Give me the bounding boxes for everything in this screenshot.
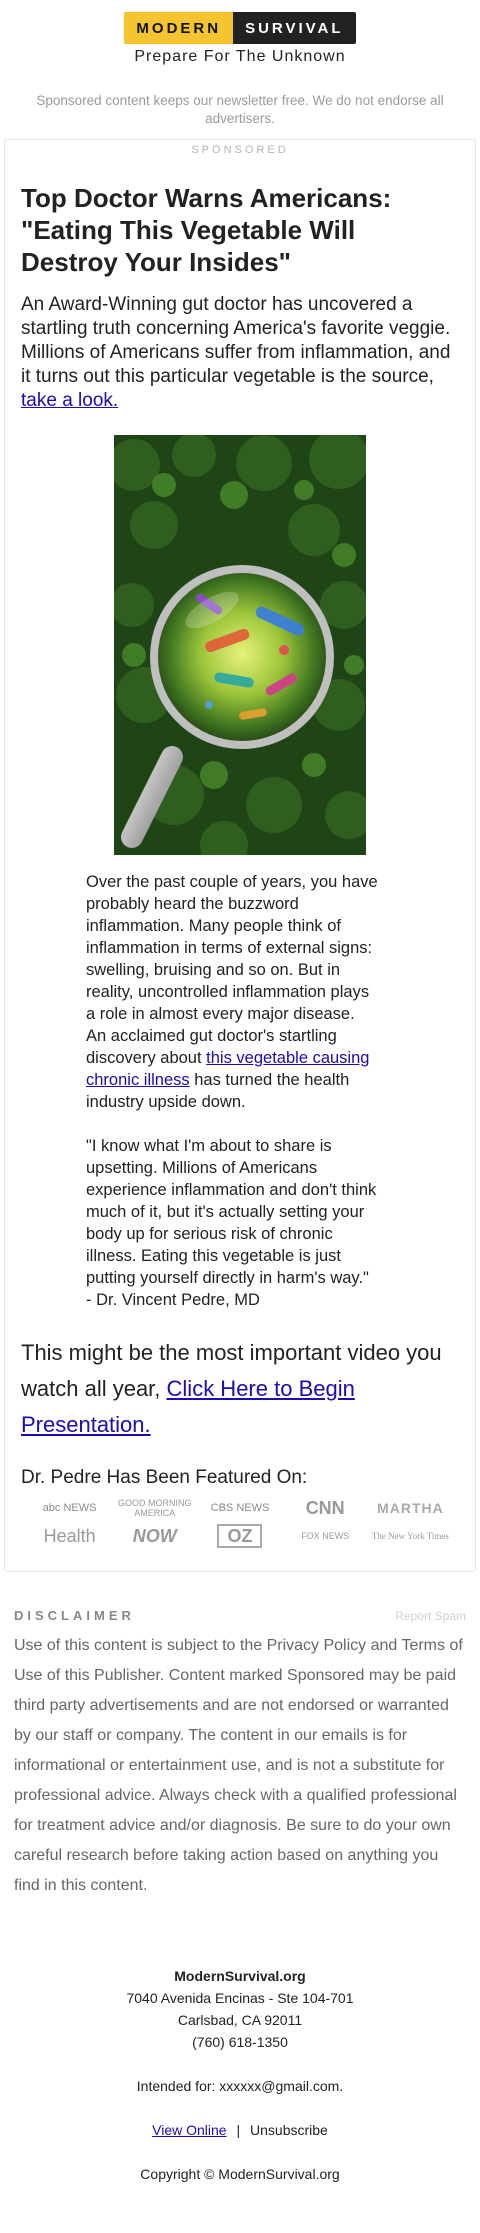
intro-text: An Award-Winning gut doctor has uncovered a startling truth concerning America's favorite veggie. Millions of Americans suffer from inflammation, and it turns out this particular vegetable is the source, xyxy=(21,294,451,387)
vegetable-illness-link[interactable]: this vegetable causing chronic illness xyxy=(86,1049,370,1089)
body-text-1: Over the past couple of years, you have probably heard the buzzword inflammation. Many people think of inflammation in terms of external signs: swelling, bruising and so on. But in reality, uncontrolled inflammation plays a role in almost every major disease. An acclaimed gut doctor's startling discovery about xyxy=(86,873,378,1067)
footer xyxy=(0,1965,480,2185)
footer-copyright: Copyright © ModernSurvival.org xyxy=(140,2166,340,2182)
magnifier-vegetable-illustration xyxy=(114,435,366,855)
tagline: Prepare For The Unknown xyxy=(134,48,346,65)
footer-links xyxy=(0,2119,480,2141)
media-logo-abc: abc NEWS xyxy=(42,1502,97,1514)
cta-text: This might be the most important video you watch all year, xyxy=(21,1340,442,1401)
media-logo-cbs: CBS NEWS xyxy=(210,1502,270,1514)
media-logo-oz: OZ xyxy=(197,1525,282,1547)
take-a-look-link[interactable]: take a look. xyxy=(21,390,119,411)
footer-separator: | xyxy=(236,2122,241,2138)
cta-paragraph xyxy=(21,1335,459,1443)
disclaimer-text: Use of this content is subject to the Privacy Policy and Terms of Use of this Publisher. Content marked Sponsored may be paid third party advertisements and are not endorsed or warranted by our staff or company. The content in our emails is for informational or entertainment use, and is not a substitute for professional advice. Always check with a qualified professional for treatment advice and/or diagnosis. Be sure to do your own careful research before taking action based on anything you find in this content. xyxy=(14,1637,463,1894)
sponsored-label: SPONSORED xyxy=(191,144,289,156)
view-online-link[interactable]: View Online xyxy=(152,2122,227,2138)
media-logo-health: Health xyxy=(43,1525,96,1546)
intro-paragraph xyxy=(21,293,459,413)
media-logo-fox: FOX NEWS xyxy=(301,1531,350,1541)
sponsored-card xyxy=(4,139,476,1572)
body-text-1b: has turned the health industry upside down. xyxy=(86,1071,350,1111)
media-logo-now: NOW xyxy=(132,1525,177,1546)
footer-org: ModernSurvival.org xyxy=(174,1968,306,1984)
disclaimer-title: DISCLAIMER xyxy=(14,1608,135,1623)
footer-address-line2: Carlsbad, CA 92011 xyxy=(177,2012,303,2028)
logo-left: MODERN xyxy=(124,12,233,44)
media-logo-nyt: The New York Times xyxy=(371,1531,449,1541)
body-paragraph-2: "I know what I'm about to share is upsetting. Millions of Americans experience inflammation and don't think much of it, but it's actually setting your body up for serious risk of chronic illness. Eating this vegetable is just putting yourself directly in harm's way." - Dr. Vincent Pedre, MD xyxy=(86,1137,377,1309)
article-body xyxy=(86,871,378,1311)
disclaimer-header xyxy=(14,1608,466,1623)
logo-right: SURVIVAL xyxy=(233,12,355,44)
media-logo-cnn: CNN xyxy=(305,1497,345,1518)
begin-presentation-link[interactable]: Click Here to Begin Presentation. xyxy=(21,1376,355,1437)
footer-address-line1: 7040 Avenida Encinas - Ste 104-701 xyxy=(126,1990,354,2006)
brand-logo[interactable] xyxy=(124,12,355,44)
media-logo-gma: GOOD MORNING AMERICA xyxy=(118,1498,192,1518)
media-logos xyxy=(21,1497,459,1547)
report-spam-link[interactable]: Report Spam xyxy=(395,1608,466,1623)
unsubscribe-link[interactable]: Unsubscribe xyxy=(250,2122,328,2138)
footer-phone: (760) 618-1350 xyxy=(192,2034,288,2050)
footer-intended-for: Intended for: xxxxxx@gmail.com. xyxy=(136,2078,344,2094)
hero-image[interactable] xyxy=(114,435,366,855)
featured-title: Dr. Pedre Has Been Featured On: xyxy=(21,1467,308,1488)
headline: Top Doctor Warns Americans: "Eating This Vegetable Will Destroy Your Insides" xyxy=(21,183,392,277)
sponsor-note: Sponsored content keeps our newsletter free. We do not endorse all advertisers. xyxy=(36,93,444,126)
media-logo-martha: MARTHA xyxy=(377,1500,444,1516)
header xyxy=(0,0,480,66)
body-paragraph-1 xyxy=(86,871,378,1113)
